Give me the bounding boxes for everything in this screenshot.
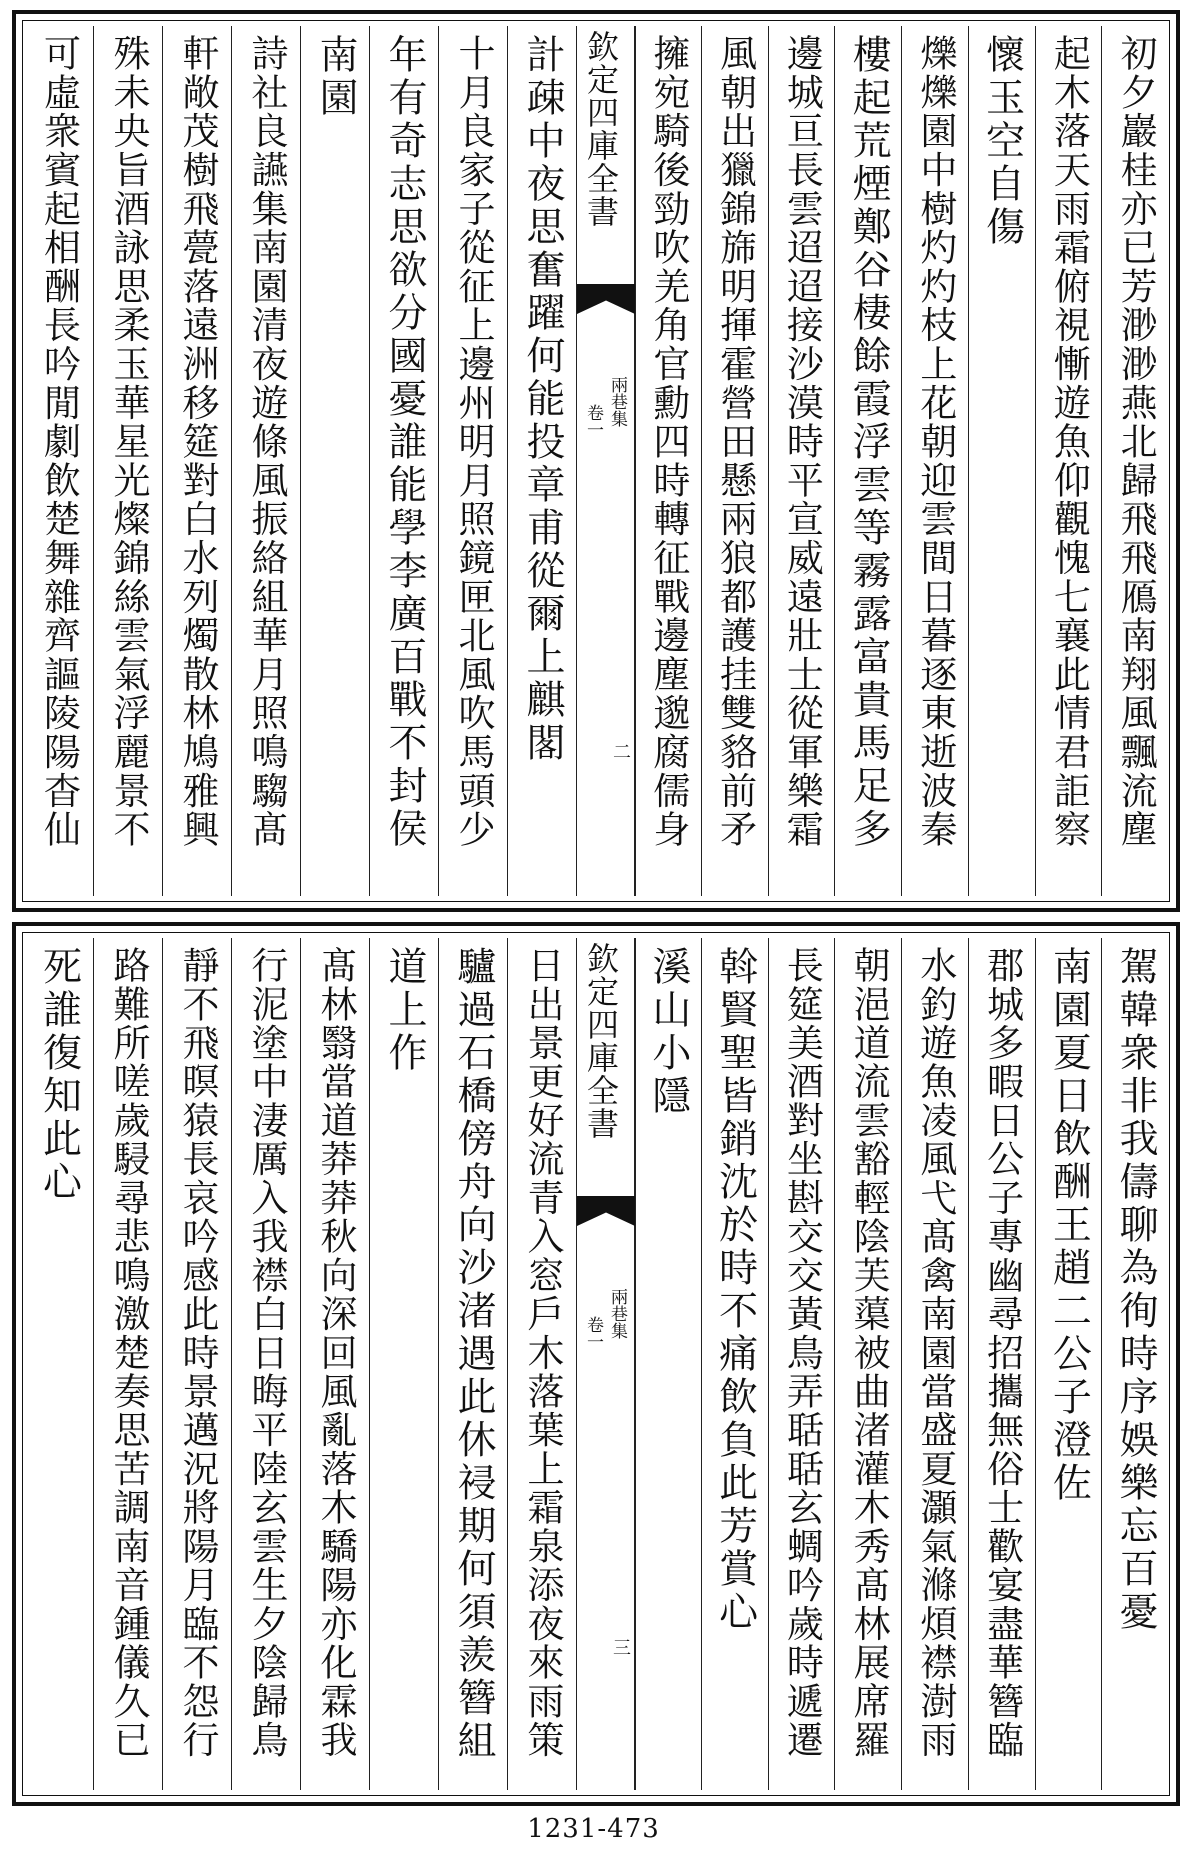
text-column <box>634 26 701 896</box>
column-text: 溪山小隱 <box>645 946 691 1118</box>
column-text: 樓起荒煙鄭谷棲餘霞浮雲等霧露富貴馬足多 <box>846 34 892 851</box>
text-column <box>93 26 162 896</box>
column-text: 路難所嗟歲駸尋悲鳴激楚奏思苦調南音鍾儀久已 <box>107 946 150 1760</box>
column-text: 駕韓衆非我儔聊為徇時序娛樂忘百憂 <box>1113 946 1159 1634</box>
column-text: 年有奇志思欲分國憂誰能學李廣百戰不封侯 <box>382 34 427 851</box>
column-text: 日出景更好流青入窓戶木落葉上霜泉添夜來雨策 <box>521 946 564 1760</box>
text-column <box>834 938 901 1790</box>
bottom-page-panel <box>12 922 1180 1806</box>
text-column <box>24 26 93 896</box>
column-text: 初夕巖桂亦已芳渺渺燕北歸飛飛鴈南翔風飄流塵 <box>1114 34 1158 849</box>
column-text: 南園夏日飲酬王趙二公子澄佐 <box>1046 946 1092 1505</box>
column-text: 十月良家子從征上邊州明月照鏡匣北風吹馬頭少 <box>452 34 495 849</box>
bottom-center-collection: 兩巷集 <box>607 1288 627 1339</box>
text-column <box>369 938 438 1790</box>
column-text: 長筵美酒對坐斟交交黃鳥弄聒聒玄蜩吟歲時遞遷 <box>780 946 824 1760</box>
text-column <box>901 938 968 1790</box>
text-column <box>1101 938 1168 1790</box>
top-center-page: 二 <box>610 742 631 760</box>
top-fishtail-mark <box>577 284 635 314</box>
column-text: 髙林翳當道莽莽秋向深回風亂落木驕陽亦化霖我 <box>314 946 357 1760</box>
text-column <box>768 938 835 1790</box>
column-text: 風朝出獵錦旆明揮霍營田懸兩狼都護挂雙貉前矛 <box>713 34 757 849</box>
text-column <box>438 26 507 896</box>
text-column <box>162 26 231 896</box>
top-center-volume: 卷一 <box>583 404 603 438</box>
bottom-center-volume: 卷一 <box>583 1316 603 1350</box>
bottom-center-title: 欽定四庫全書 <box>582 942 620 1140</box>
text-column <box>231 938 300 1790</box>
text-column <box>701 26 768 896</box>
text-column <box>231 26 300 896</box>
text-column <box>300 938 369 1790</box>
column-text: 懷玉空自傷 <box>979 34 1025 249</box>
column-text: 邊城亘長雲迢迢接沙漠時平宣威遠壯士從軍樂霜 <box>780 34 824 849</box>
top-center-column <box>576 26 636 896</box>
text-column <box>162 938 231 1790</box>
column-text: 殊未央旨酒詠思柔玉華星光燦錦絲雲氣浮麗景不 <box>107 34 150 849</box>
text-column <box>507 938 576 1790</box>
column-text: 計疎中夜思奮躍何能投章甫從爾上麒閣 <box>520 34 565 765</box>
column-text: 水釣遊魚凌風弋髙禽南園當盛夏灝氣滌煩襟澍雨 <box>913 946 957 1760</box>
text-column <box>1101 26 1168 896</box>
column-text: 起木落天雨霜俯視慚遊魚仰觀愧七襄此情君詎察 <box>1047 34 1091 849</box>
top-center-title: 欽定四庫全書 <box>582 30 620 228</box>
page-code-footer: 1231-473 <box>527 1814 660 1844</box>
text-column <box>1035 26 1102 896</box>
column-text: 可虛衆賓起相酬長吟閒劇飲楚舞雜齊謳陵陽杳仙 <box>37 34 81 849</box>
column-text: 爍爍園中樹灼灼枝上花朝迎雲間日暮逐東逝波秦 <box>913 34 957 849</box>
bottom-center-column <box>576 938 636 1790</box>
column-text: 靜不飛暝猿長哀吟感此時景邁況將陽月臨不怨行 <box>176 946 219 1760</box>
text-column <box>901 26 968 896</box>
text-column <box>300 26 369 896</box>
text-column <box>701 938 768 1790</box>
text-column <box>507 26 576 896</box>
column-text: 軒敞茂樹飛甍落遠洲移筵對白水列燭散林鳩雅興 <box>176 34 219 849</box>
bottom-center-page: 三 <box>610 1638 631 1656</box>
text-column <box>634 938 701 1790</box>
column-text: 詩社良讌集南園清夜遊條風振絡組華月照鳴騶髙 <box>245 34 288 849</box>
text-column <box>834 26 901 896</box>
text-column <box>768 26 835 896</box>
text-column <box>369 26 438 896</box>
top-center-collection: 兩巷集 <box>607 376 627 427</box>
column-text: 死誰復知此心 <box>36 946 82 1204</box>
column-text: 朝浥道流雲豁輕陰芙蕖被曲渚灌木秀髙林展席羅 <box>847 946 891 1760</box>
top-page-panel <box>12 10 1180 912</box>
text-column <box>93 938 162 1790</box>
text-column <box>968 938 1035 1790</box>
column-text: 南園 <box>313 34 358 120</box>
column-text: 斡賢聖皆銷沈於時不痛飲負此芳賞心 <box>712 946 758 1634</box>
column-text: 郡城多暇日公子專幽尋招攜無俗士歡宴盡華簪臨 <box>980 946 1024 1760</box>
column-text: 驢過石橋傍舟向沙渚遇此休祲期何須羨簪組 <box>451 946 496 1763</box>
text-column <box>24 938 93 1790</box>
column-text: 行泥塗中淒厲入我襟白日晦平陸玄雲生夕陰歸鳥 <box>245 946 288 1760</box>
text-column <box>438 938 507 1790</box>
text-column <box>968 26 1035 896</box>
text-column <box>1035 938 1102 1790</box>
column-text: 道上作 <box>382 946 427 1075</box>
bottom-fishtail-mark <box>577 1196 635 1226</box>
column-text: 擁宛騎後勁吹羌角官勳四時轉征戰邊塵邈腐儒身 <box>646 34 690 849</box>
